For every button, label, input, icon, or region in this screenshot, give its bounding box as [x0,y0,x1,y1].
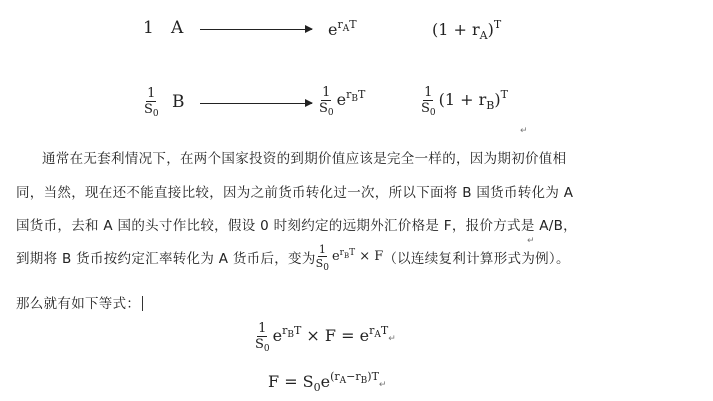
fraction: $\frac{1}{S_0}$ [144,86,159,119]
fraction: $\frac{1}{S_0}$ [319,85,334,118]
row-b-amount [144,86,162,119]
line-4-tail: （以连续复利计算形式为例）。 [383,250,570,267]
row-b-arrow [200,103,312,104]
paragraph-line-4 [16,243,570,273]
row-a-discrete: $(1 + r_A)^T$ [432,18,502,42]
conclusion-text: 那么就有如下等式： [16,292,143,312]
row-a-result: $e^{r_AT}$ [328,18,357,39]
fraction: $\frac{1}{S_0}$ [421,85,436,118]
paragraph-mark: ↵ [520,126,528,136]
row-a-amount: 1 [143,18,154,38]
fraction: $\frac{1}{S_0}$ [255,321,270,354]
line-4-formula: $\frac{1}{S_0}$ $e^{r_BT} \times F$ [315,243,384,273]
paragraph-line-2: 同，当然，现在还不能直接比较，因为之前货币转化过一次，所以下面将 B 国货币转化为 A [16,185,574,201]
equation-2: $F = S_0e^{(r_A-r_B)T}↵$ [268,370,387,394]
line-4-text: 到期将 B 货币按约定汇率转化为 A 货币后，变为 [16,250,316,267]
row-b-label: B [172,92,185,112]
paragraph-line-3: 国货币，去和 A 国的头寸作比较，假设 0 时刻约定的远期外汇价格是 F，报价方式是 A/B， [16,218,577,234]
row-b-result: $\frac{1}{S_0}$ $e^{r_BT}$ [319,85,366,118]
row-b-discrete: $\frac{1}{S_0}$ $(1 + r_B)^T$ [421,85,508,118]
paragraph-mark: ↵ [388,334,396,344]
text-cursor [142,296,143,311]
equation-1: $\frac{1}{S_0}$ $e^{r_BT} \times F$ = $e^{r_AT}↵$ [255,321,396,354]
fraction: $\frac{1}{S_0}$ [315,243,329,273]
paragraph-line-1: 通常在无套利情况下，在两个国家投资的到期价值应该是完全一样的，因为期初价值相 [42,151,567,167]
paragraph-mark: ↵ [378,380,387,390]
row-a-label: A [171,18,184,38]
paragraph-mark: ↵ [527,236,535,246]
row-a-arrow [200,29,312,30]
